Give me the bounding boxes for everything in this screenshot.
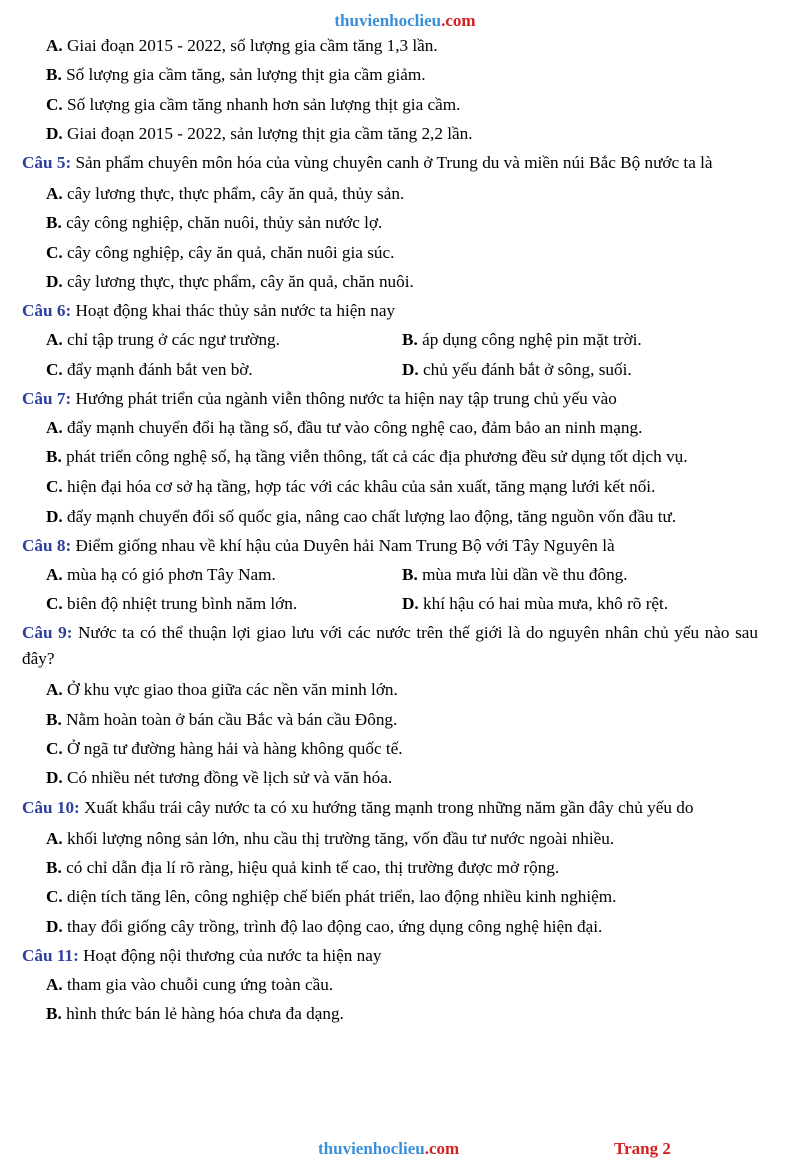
option-row: [0, 589, 810, 618]
option-d: D. khí hậu có hai mùa mưa, khô rõ rệt.: [402, 594, 669, 614]
question-label: Câu 5:: [22, 153, 72, 173]
question-label: Câu 11:: [22, 945, 79, 965]
exam-content: [0, 31, 810, 1028]
question-text: Hoạt động nội thương của nước ta hiện nay: [78, 945, 382, 965]
question-9: [22, 618, 758, 675]
question-text: Xuất khẩu trái cây nước ta có xu hướng tăng mạnh trong những năm gần đây chủ yếu do: [79, 797, 694, 817]
option-b: B. cây công nghiệp, chăn nuôi, thủy sản nước lợ.: [46, 213, 383, 233]
option-b: B. mùa mưa lùi dần về thu đông.: [402, 564, 628, 584]
option-a: A. chỉ tập trung ở các ngư trường.: [46, 330, 280, 350]
option-a: A. khối lượng nông sản lớn, nhu cầu thị trường tăng, vốn đầu tư nước ngoài nhiều.: [46, 828, 615, 848]
question-5: [22, 148, 758, 179]
question-11: [22, 941, 758, 970]
option-c: C. Ở ngã tư đường hàng hải và hàng không quốc tế.: [46, 739, 403, 759]
site-name: thuvienhoclieu: [334, 11, 442, 30]
question-label: Câu 10:: [22, 797, 80, 817]
option-c: C. đẩy mạnh đánh bắt ven bờ.: [46, 359, 253, 379]
option-a: A. tham gia vào chuỗi cung ứng toàn cầu.: [46, 974, 334, 994]
option-b: B. hình thức bán lẻ hàng hóa chưa đa dạng.: [46, 1004, 344, 1024]
page-footer: [0, 1139, 810, 1163]
option-row: [0, 325, 810, 354]
option-d: D. thay đổi giống cây trồng, trình độ lao động cao, ứng dụng công nghệ hiện đại.: [46, 916, 603, 936]
question-text: Sản phẩm chuyên môn hóa của vùng chuyên canh ở Trung du và miền núi Bắc Bộ nước ta là: [71, 153, 713, 173]
option-a: A. Ở khu vực giao thoa giữa các nền văn minh lớn.: [46, 680, 398, 700]
option-b: B. Số lượng gia cầm tăng, sản lượng thịt gia cầm giảm.: [46, 65, 426, 85]
question-label: Câu 8:: [22, 535, 72, 555]
option-b: B. Nằm hoàn toàn ở bán cầu Bắc và bán cầu Đông.: [46, 709, 398, 729]
option-a: A. mùa hạ có gió phơn Tây Nam.: [46, 564, 276, 584]
option-d: D. Giai đoạn 2015 - 2022, sản lượng thịt gia cầm tăng 2,2 lần.: [46, 123, 473, 143]
option-c: C. hiện đại hóa cơ sở hạ tầng, hợp tác với các khâu của sản xuất, tăng mạng lưới kết nối.: [46, 477, 656, 497]
question-6: [22, 296, 758, 325]
question-text: Hướng phát triển của ngành viễn thông nước ta hiện nay tập trung chủ yếu vào: [71, 388, 617, 408]
question-label: Câu 6:: [22, 301, 72, 321]
option-a: A. đẩy mạnh chuyển đổi hạ tầng số, đầu tư vào công nghệ cao, đảm bảo an ninh mạng.: [46, 417, 643, 437]
option-d: D. cây lương thực, thực phẩm, cây ăn quả, chăn nuôi.: [46, 272, 414, 292]
question-label: Câu 9:: [22, 623, 73, 643]
question-text: Hoạt động khai thác thủy sản nước ta hiện nay: [71, 301, 396, 321]
footer-site: thuvienhoclieu.com: [318, 1139, 460, 1158]
option-row: [0, 355, 810, 384]
question-7: [22, 384, 758, 413]
option-b: B. phát triển công nghệ số, hạ tầng viễn thông, tất cả các địa phương đều sử dụng tốt dịch vụ.: [46, 447, 688, 467]
option-row: [0, 560, 810, 589]
question-8: [22, 531, 758, 560]
option-c: C. Số lượng gia cầm tăng nhanh hơn sản lượng thịt gia cầm.: [46, 94, 461, 114]
option-c: C. diện tích tăng lên, công nghiệp chế biến phát triển, lao động nhiều kinh nghiệm.: [46, 887, 617, 907]
option-c: C. cây công nghiệp, cây ăn quả, chăn nuôi gia súc.: [46, 242, 395, 262]
option-b: B. áp dụng công nghệ pin mặt trời.: [402, 330, 642, 350]
option-d: D. chủ yếu đánh bắt ở sông, suối.: [402, 359, 632, 379]
question-label: Câu 7:: [22, 388, 72, 408]
option-d: D. Có nhiều nét tương đồng về lịch sử và văn hóa.: [46, 768, 393, 788]
option-d: D. đẩy mạnh chuyển đổi số quốc gia, nâng cao chất lượng lao động, tăng nguồn vốn đầu tư.: [46, 506, 677, 526]
site-domain: .com: [441, 11, 476, 30]
question-text: Điểm giống nhau về khí hậu của Duyên hải Nam Trung Bộ với Tây Nguyên là: [71, 535, 615, 555]
question-text: Nước ta có thể thuận lợi giao lưu với các nước trên thế giới là do nguyên nhân chủ yếu nào sau đây?: [22, 623, 758, 669]
site-header: [0, 11, 810, 31]
page-number: Trang 2: [614, 1139, 671, 1158]
question-10: [22, 793, 758, 824]
option-a: A. Giai đoạn 2015 - 2022, số lượng gia cầm tăng 1,3 lần.: [46, 36, 438, 55]
option-b: B. có chỉ dẫn địa lí rõ ràng, hiệu quả kinh tế cao, thị trường được mở rộng.: [46, 857, 560, 877]
option-a: A. cây lương thực, thực phẩm, cây ăn quả, thủy sản.: [46, 184, 405, 204]
option-c: C. biên độ nhiệt trung bình năm lớn.: [46, 594, 298, 614]
